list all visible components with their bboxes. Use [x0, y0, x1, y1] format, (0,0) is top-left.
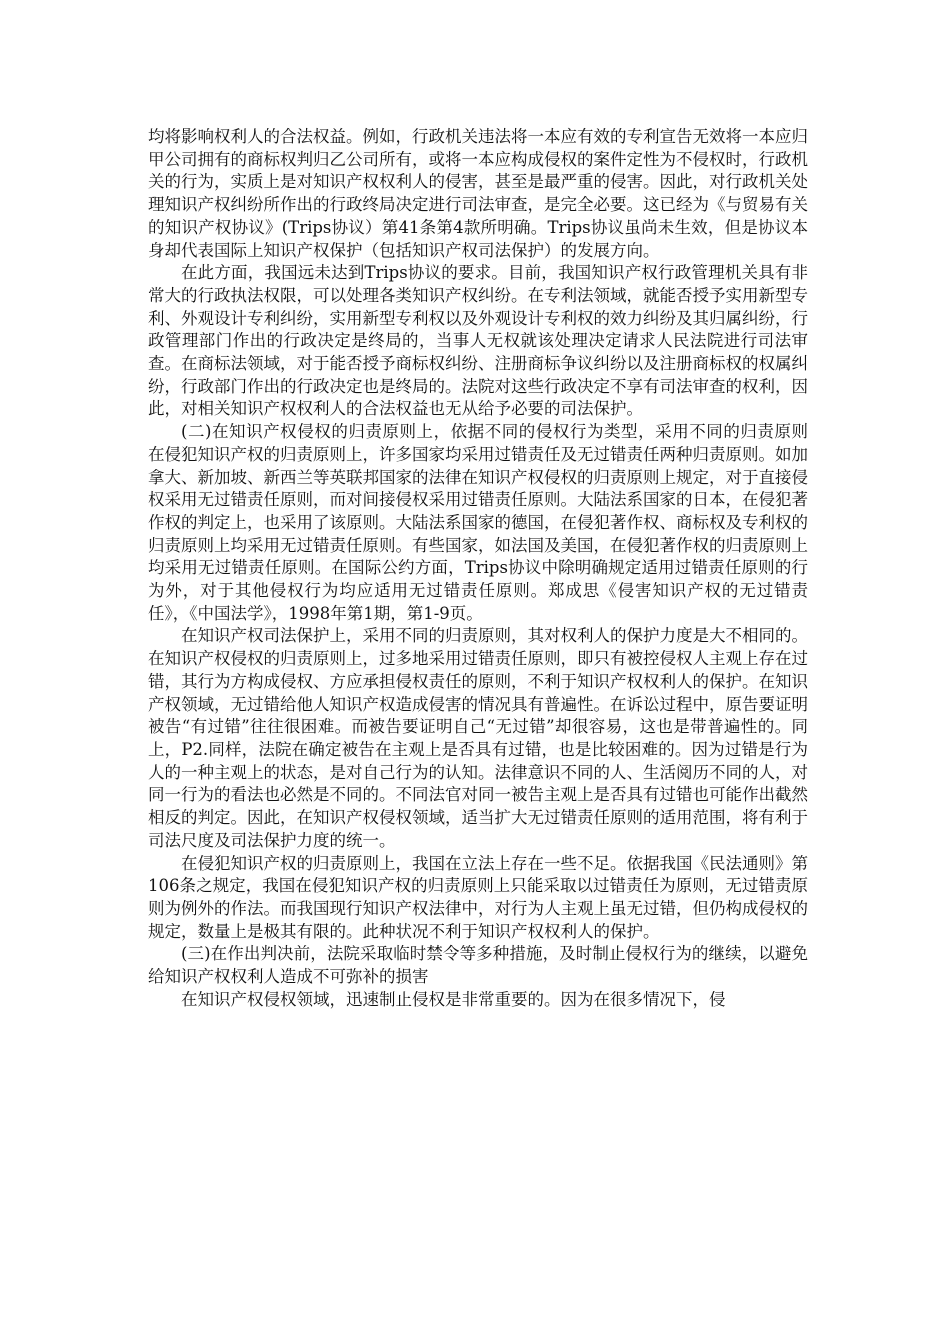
document-body — [148, 126, 825, 1011]
paragraph-2: 在此方面，我国远未达到Trips协议的要求。目前，我国知识产权行政管理机关具有非常大的行政执法权限，可以处理各类知识产权纠纷。在专利法领域，就能否授予实用新型专利、外观设计专利纠纷，实用新型专利权以及外观设计专利权的效力纠纷及其归属纠纷，行政管理部门作出的行政决定是终局的，当事人无权就该处理决定请求人民法院进行司法审查。在商标法领域，对于能否授予商标权纠纷、注册商标争议纠纷以及注册商标权的权属纠纷，行政部门作出的行政决定也是终局的。法院对这些行政决定不享有司法审查的权利，因此，对相关知识产权权利人的合法权益也无从给予必要的司法保护。 — [148, 263, 808, 419]
paragraph-1: 均将影响权利人的合法权益。例如，行政机关违法将一本应有效的专利宣告无效将一本应归甲公司拥有的商标权判归乙公司所有，或将一本应构成侵权的案件定性为不侵权时，行政机关的行为，实质上是对知识产权权利人的侵害，甚至是最严重的侵害。因此，对行政机关处理知识产权纠纷所作出的行政终局决定进行司法审查，是完全必要。这已经为《与贸易有关的知识产权协议》(Trips协议）第41条第4款所明确。Trips协议虽尚未生效，但是协议本身却代表国际上知识产权保护（包括知识产权司法保护）的发展方向。 — [148, 127, 808, 260]
paragraph-5: 在侵犯知识产权的归责原则上，我国在立法上存在一些不足。依据我国《民法通则》第106条之规定，我国在侵犯知识产权的归责原则上只能采取以过错责任为原则，无过错责原则为例外的作法。而我国现行知识产权法律中，对行为人主观上虽无过错，但仍构成侵权的规定，数量上是极其有限的。此种状况不利于知识产权权利人的保护。 — [148, 853, 808, 941]
paragraph-7: 在知识产权侵权领域，迅速制止侵权是非常重要的。因为在很多情况下，侵 — [181, 989, 726, 1009]
paragraph-6: (三)在作出判决前，法院采取临时禁令等多种措施，及时制止侵权行为的继续，以避免给知识产权权利人造成不可弥补的损害 — [148, 944, 808, 987]
paragraph-3: (二)在知识产权侵权的归责原则上，依据不同的侵权行为类型，采用不同的归责原则 在侵犯知识产权的归责原则上，许多国家均采用过错责任及无过错责任两种归责原则。如加拿大、新加坡、新西兰等英联邦国家的法律在知识产权侵权的归责原则上规定，对于直接侵权采用无过错责任原则，而对间接侵权采用过错责任原则。大陆法系国家的日本，在侵犯著作权的判定上，也采用了该原则。大陆法系国家的德国，在侵犯著作权、商标权及专利权的归责原则上均采用无过错责任原则。有些国家，如法国及美国，在侵犯著作权的归责原则上均采用无过错责任原则。在国际公约方面，Trips协议中除明确规定适用过错责任原则的行为外，对于其他侵权行为均应适用无过错责任原则。郑成思《侵害知识产权的无过错责任》，《中国法学》，1998年第1期，第1-9页。 — [148, 422, 825, 623]
paragraph-4: 在知识产权司法保护上，采用不同的归责原则，其对权利人的保护力度是大不相同的。在知识产权侵权的归责原则上，过多地采用过错责任原则，即只有被控侵权人主观上存在过错，其行为方构成侵权、方应承担侵权责任的原则，不利于知识产权权利人的保护。在知识产权领域，无过错给他人知识产权造成侵害的情况具有普遍性。在诉讼过程中，原告要证明被告“有过错”往往很困难。而被告要证明自己“无过错”却很容易，这也是带普遍性的。同上，P2.同样，法院在确定被告在主观上是否具有过错，也是比较困难的。因为过错是行为人的一种主观上的状态，是对自己行为的认知。法律意识不同的人、生活阅历不同的人，对同一行为的看法也必然是不同的。不同法官对同一被告主观上是否具有过错也可能作出截然相反的判定。因此，在知识产权侵权领域，适当扩大无过错责任原则的适用范围，将有利于司法尺度及司法保护力度的统一。 — [148, 626, 808, 850]
